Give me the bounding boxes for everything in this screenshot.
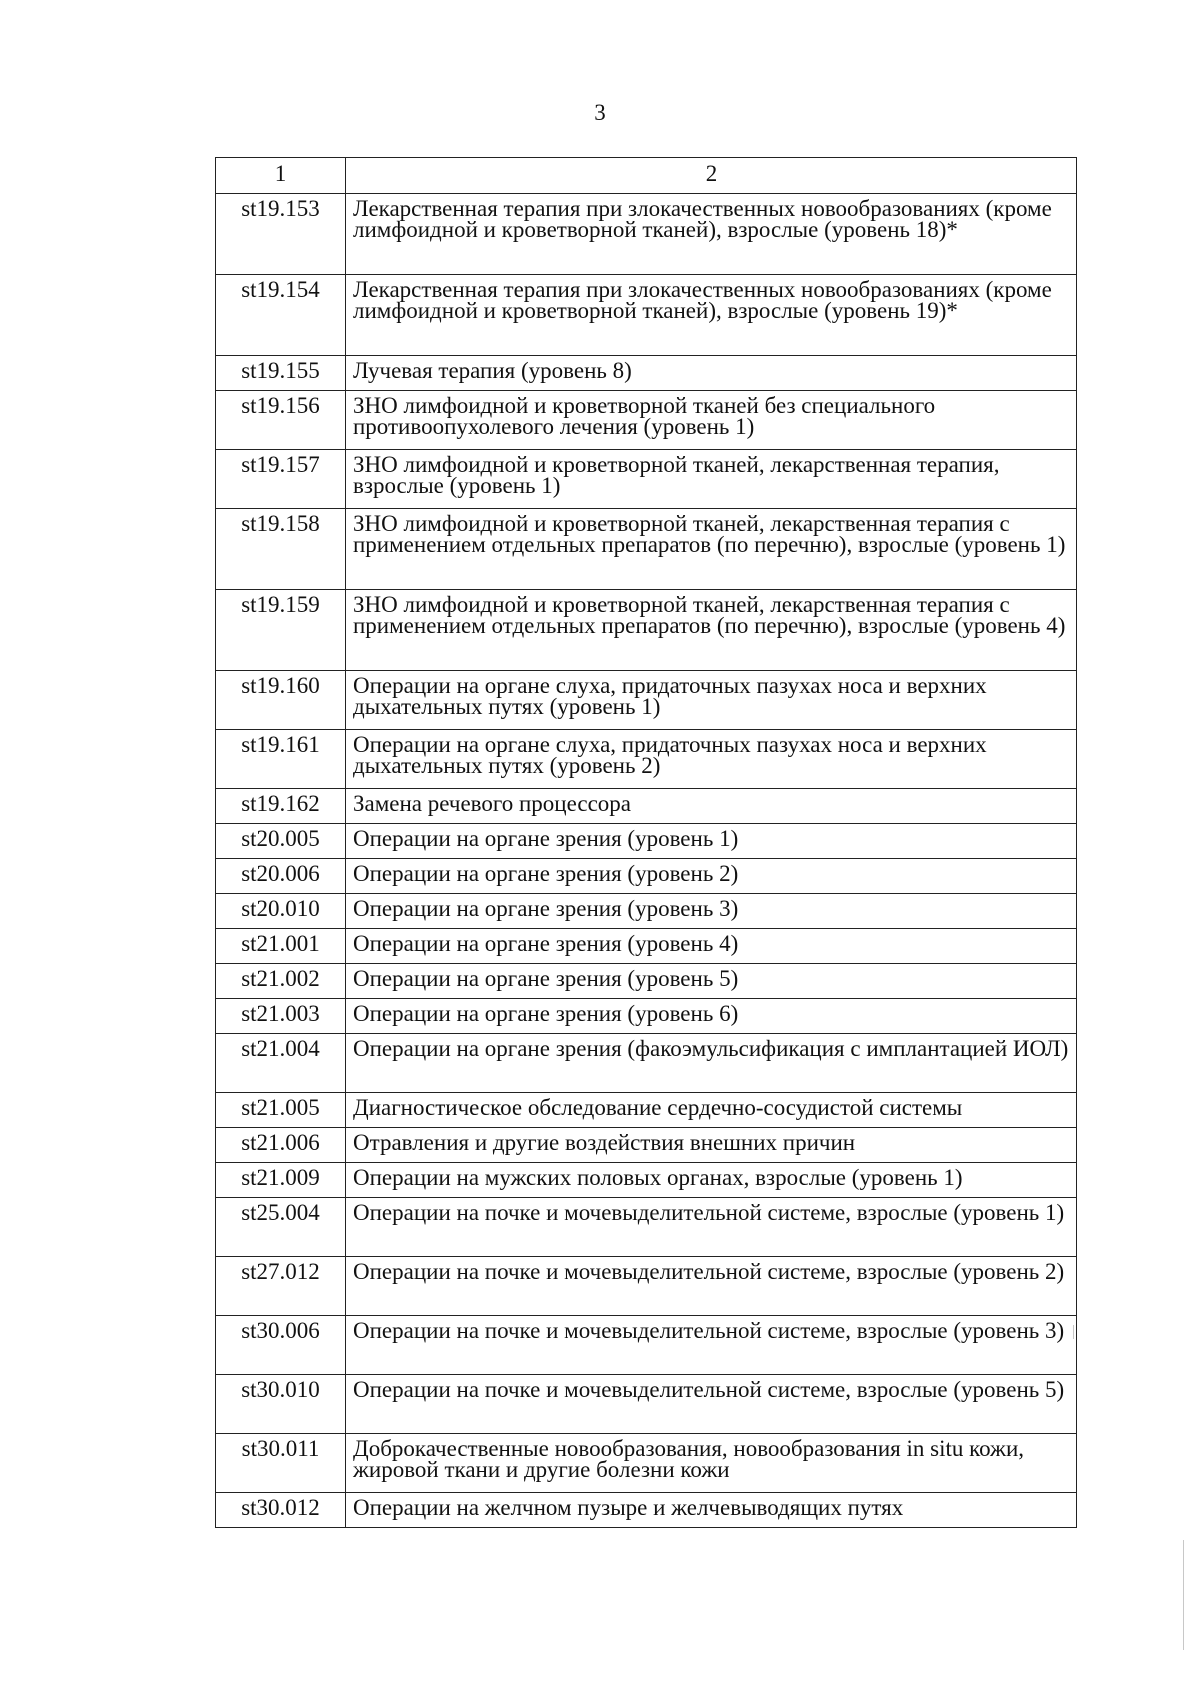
row-code: st30.011 — [216, 1434, 346, 1493]
row-code: st20.005 — [216, 824, 346, 859]
row-code: st19.161 — [216, 730, 346, 789]
row-code: st19.155 — [216, 356, 346, 391]
row-name: ЗНО лимфоидной и кроветворной тканей, лекарственная терапия, взрослые (уровень 1) — [346, 450, 1077, 509]
row-name: Операции на органе зрения (уровень 5) — [346, 964, 1077, 999]
table-row — [216, 1316, 1077, 1375]
row-code: st21.005 — [216, 1093, 346, 1128]
table-row — [216, 1034, 1077, 1093]
row-name: ЗНО лимфоидной и кроветворной тканей, лекарственная терапия с применением отдельных препаратов (по перечню), взрослые (уровень 4) — [346, 590, 1077, 671]
row-code: st27.012 — [216, 1257, 346, 1316]
row-code: st21.001 — [216, 929, 346, 964]
table-row — [216, 391, 1077, 450]
table-row — [216, 999, 1077, 1034]
table-row — [216, 789, 1077, 824]
table-row — [216, 730, 1077, 789]
row-code: st19.159 — [216, 590, 346, 671]
row-name: ЗНО лимфоидной и кроветворной тканей, лекарственная терапия с применением отдельных препаратов (по перечню), взрослые (уровень 1) — [346, 509, 1077, 590]
table-row — [216, 894, 1077, 929]
row-name: Операции на органе слуха, придаточных пазухах носа и верхних дыхательных путях (уровень 2) — [346, 730, 1077, 789]
page-number: 3 — [594, 100, 606, 125]
codes-table-container — [215, 157, 1077, 1528]
scan-artifact-line — [1183, 1540, 1184, 1650]
row-name: Операции на органе слуха, придаточных пазухах носа и верхних дыхательных путях (уровень 1) — [346, 671, 1077, 730]
table-row — [216, 1128, 1077, 1163]
table-row — [216, 450, 1077, 509]
row-name: Лекарственная терапия при злокачественных новообразованиях (кроме лимфоидной и кроветворной тканей), взрослые (уровень 18)* — [346, 194, 1077, 275]
row-code: st21.003 — [216, 999, 346, 1034]
row-name: Доброкачественные новообразования, новообразования in situ кожи, жировой ткани и другие болезни кожи — [346, 1434, 1077, 1493]
row-code: st19.153 — [216, 194, 346, 275]
row-name: Операции на органе зрения (уровень 4) — [346, 929, 1077, 964]
row-code: st21.009 — [216, 1163, 346, 1198]
row-name: Операции на почке и мочевыделительной системе, взрослые (уровень 1) — [346, 1198, 1077, 1257]
row-code: st20.010 — [216, 894, 346, 929]
table-row — [216, 590, 1077, 671]
row-name: Операции на мужских половых органах, взрослые (уровень 1) — [346, 1163, 1077, 1198]
row-name: Операции на органе зрения (уровень 2) — [346, 859, 1077, 894]
row-name: ЗНО лимфоидной и кроветворной тканей без специального противоопухолевого лечения (уровень 1) — [346, 391, 1077, 450]
table-row — [216, 509, 1077, 590]
row-code: st30.006 — [216, 1316, 346, 1375]
row-code: st19.157 — [216, 450, 346, 509]
table-row — [216, 1493, 1077, 1528]
table-row — [216, 194, 1077, 275]
row-code: st19.156 — [216, 391, 346, 450]
codes-table — [215, 157, 1077, 1528]
table-row — [216, 1163, 1077, 1198]
row-code: st20.006 — [216, 859, 346, 894]
table-row — [216, 824, 1077, 859]
row-code: st30.010 — [216, 1375, 346, 1434]
table-row — [216, 1198, 1077, 1257]
table-row — [216, 929, 1077, 964]
row-name: Операции на органе зрения (факоэмульсификация с имплантацией ИОЛ) — [346, 1034, 1077, 1093]
row-name: Операции на органе зрения (уровень 3) — [346, 894, 1077, 929]
row-name: Операции на почке и мочевыделительной системе, взрослые (уровень 2) — [346, 1257, 1077, 1316]
table-row — [216, 964, 1077, 999]
table-row — [216, 275, 1077, 356]
row-name: Операции на органе зрения (уровень 6) — [346, 999, 1077, 1034]
row-name: Операции на почке и мочевыделительной системе, взрослые (уровень 3) — [346, 1316, 1077, 1375]
row-code: st19.158 — [216, 509, 346, 590]
table-row — [216, 859, 1077, 894]
row-name: Замена речевого процессора — [346, 789, 1077, 824]
row-name: Диагностическое обследование сердечно-сосудистой системы — [346, 1093, 1077, 1128]
row-name: Лекарственная терапия при злокачественных новообразованиях (кроме лимфоидной и кроветворной тканей), взрослые (уровень 19)* — [346, 275, 1077, 356]
row-code: st19.162 — [216, 789, 346, 824]
column-header-name: 2 — [346, 158, 1077, 194]
row-code: st21.006 — [216, 1128, 346, 1163]
column-header-code: 1 — [216, 158, 346, 194]
row-code: st30.012 — [216, 1493, 346, 1528]
row-code: st19.160 — [216, 671, 346, 730]
table-row — [216, 1093, 1077, 1128]
row-code: st19.154 — [216, 275, 346, 356]
row-name: Лучевая терапия (уровень 8) — [346, 356, 1077, 391]
row-name: Операции на органе зрения (уровень 1) — [346, 824, 1077, 859]
scan-artifact-mark — [1073, 1325, 1074, 1339]
table-row — [216, 356, 1077, 391]
table-header-row — [216, 158, 1077, 194]
row-code: st25.004 — [216, 1198, 346, 1257]
row-name: Отравления и другие воздействия внешних причин — [346, 1128, 1077, 1163]
table-row — [216, 1375, 1077, 1434]
row-name: Операции на желчном пузыре и желчевыводящих путях — [346, 1493, 1077, 1528]
row-code: st21.002 — [216, 964, 346, 999]
table-row — [216, 671, 1077, 730]
row-name: Операции на почке и мочевыделительной системе, взрослые (уровень 5) — [346, 1375, 1077, 1434]
row-code: st21.004 — [216, 1034, 346, 1093]
table-row — [216, 1434, 1077, 1493]
table-row — [216, 1257, 1077, 1316]
